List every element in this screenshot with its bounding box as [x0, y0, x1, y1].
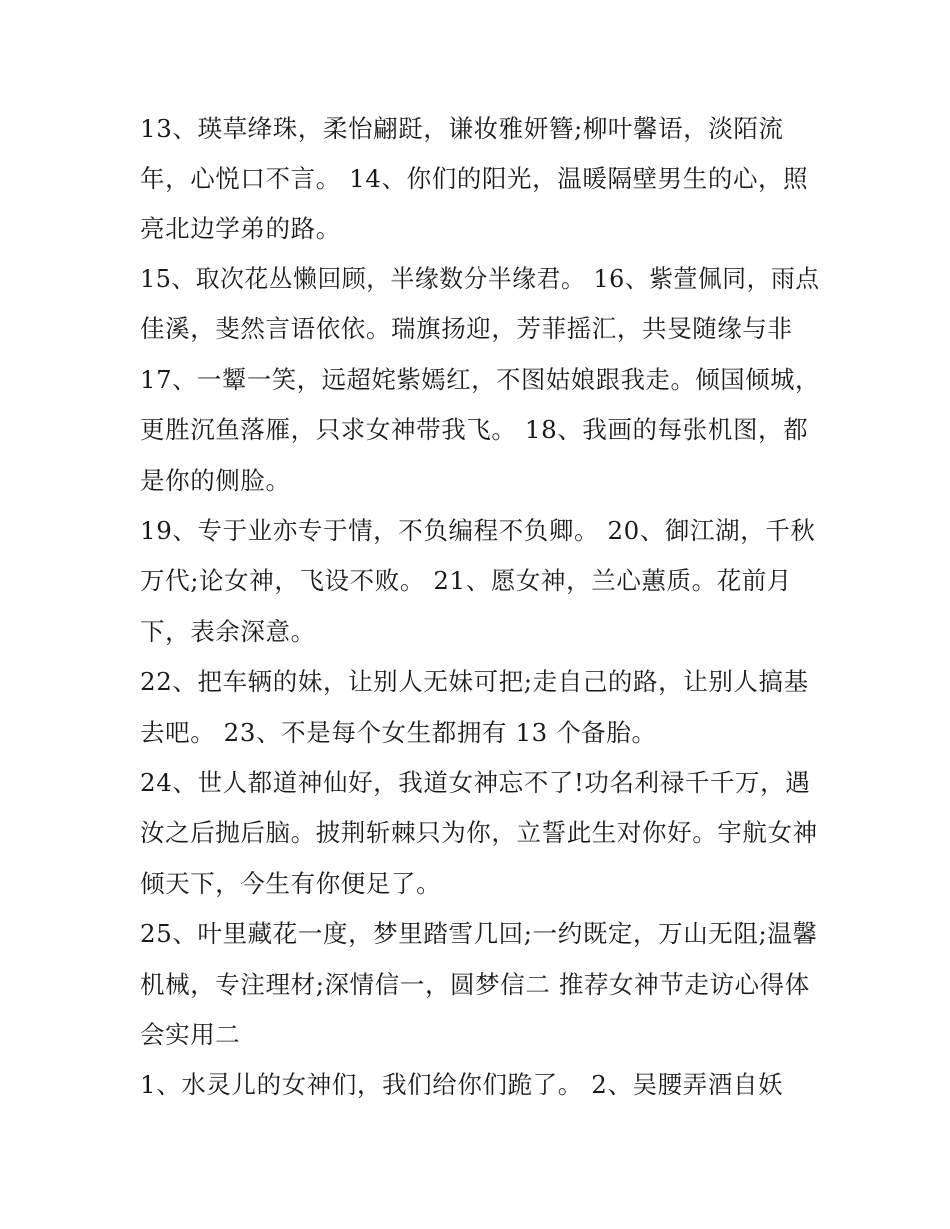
text-line: 19、专于业亦专于情，不负编程不负卿。 20、御江湖，千秋 — [140, 516, 816, 545]
text-line: 亮北边学弟的路。 — [140, 214, 341, 243]
text-line: 是你的侧脸。 — [140, 466, 291, 495]
text-line: 25、叶里藏花一度，梦里踏雪几回;一约既定，万山无阻;温馨 — [140, 919, 818, 948]
text-line: 15、取次花丛懒回顾，半缘数分半缘君。 16、紫萱佩同，雨点 — [140, 264, 820, 293]
text-line: 17、一颦一笑，远超姹紫嫣红，不图姑娘跟我走。倾国倾城， — [140, 365, 820, 394]
text-line: 下，表余深意。 — [140, 617, 316, 646]
text-line: 13、瑛草绛珠，柔怡翩跹，谦妆雅妍簪;柳叶馨语，淡陌流 — [140, 114, 784, 143]
text-line: 倾天下，今生有你便足了。 — [140, 869, 442, 898]
text-line: 22、把车辆的妹，让别人无妹可把;走自己的路，让别人搞基 — [140, 667, 809, 696]
text-line: 1、水灵儿的女神们，我们给你们跪了。 2、吴腰弄酒自妖 — [140, 1070, 784, 1099]
text-line: 佳溪，斐然言语依依。瑞旗扬迎，芳菲摇汇，共旻随缘与非 — [140, 314, 793, 343]
text-line: 会实用二 — [140, 1020, 241, 1049]
text-line: 24、世人都道神仙好，我道女神忘不了!功名利禄千千万，遇 — [140, 768, 811, 797]
text-line: 年，心悦口不言。 14、你们的阳光，温暖隔壁男生的心，照 — [140, 164, 809, 193]
text-line: 万代;论女神，飞设不败。 21、愿女神，兰心蕙质。花前月 — [140, 566, 793, 595]
text-line: 更胜沉鱼落雁，只求女神带我飞。 18、我画的每张机图，都 — [140, 415, 809, 444]
text-line: 汝之后抛后脑。披荆斩棘只为你，立誓此生对你好。宇航女神 — [140, 818, 818, 847]
text-line: 去吧。 23、不是每个女生都拥有 13 个备胎。 — [140, 718, 657, 747]
text-line: 机械，专注理材;深情信一，圆梦信二 推荐女神节走访心得体 — [140, 970, 810, 999]
